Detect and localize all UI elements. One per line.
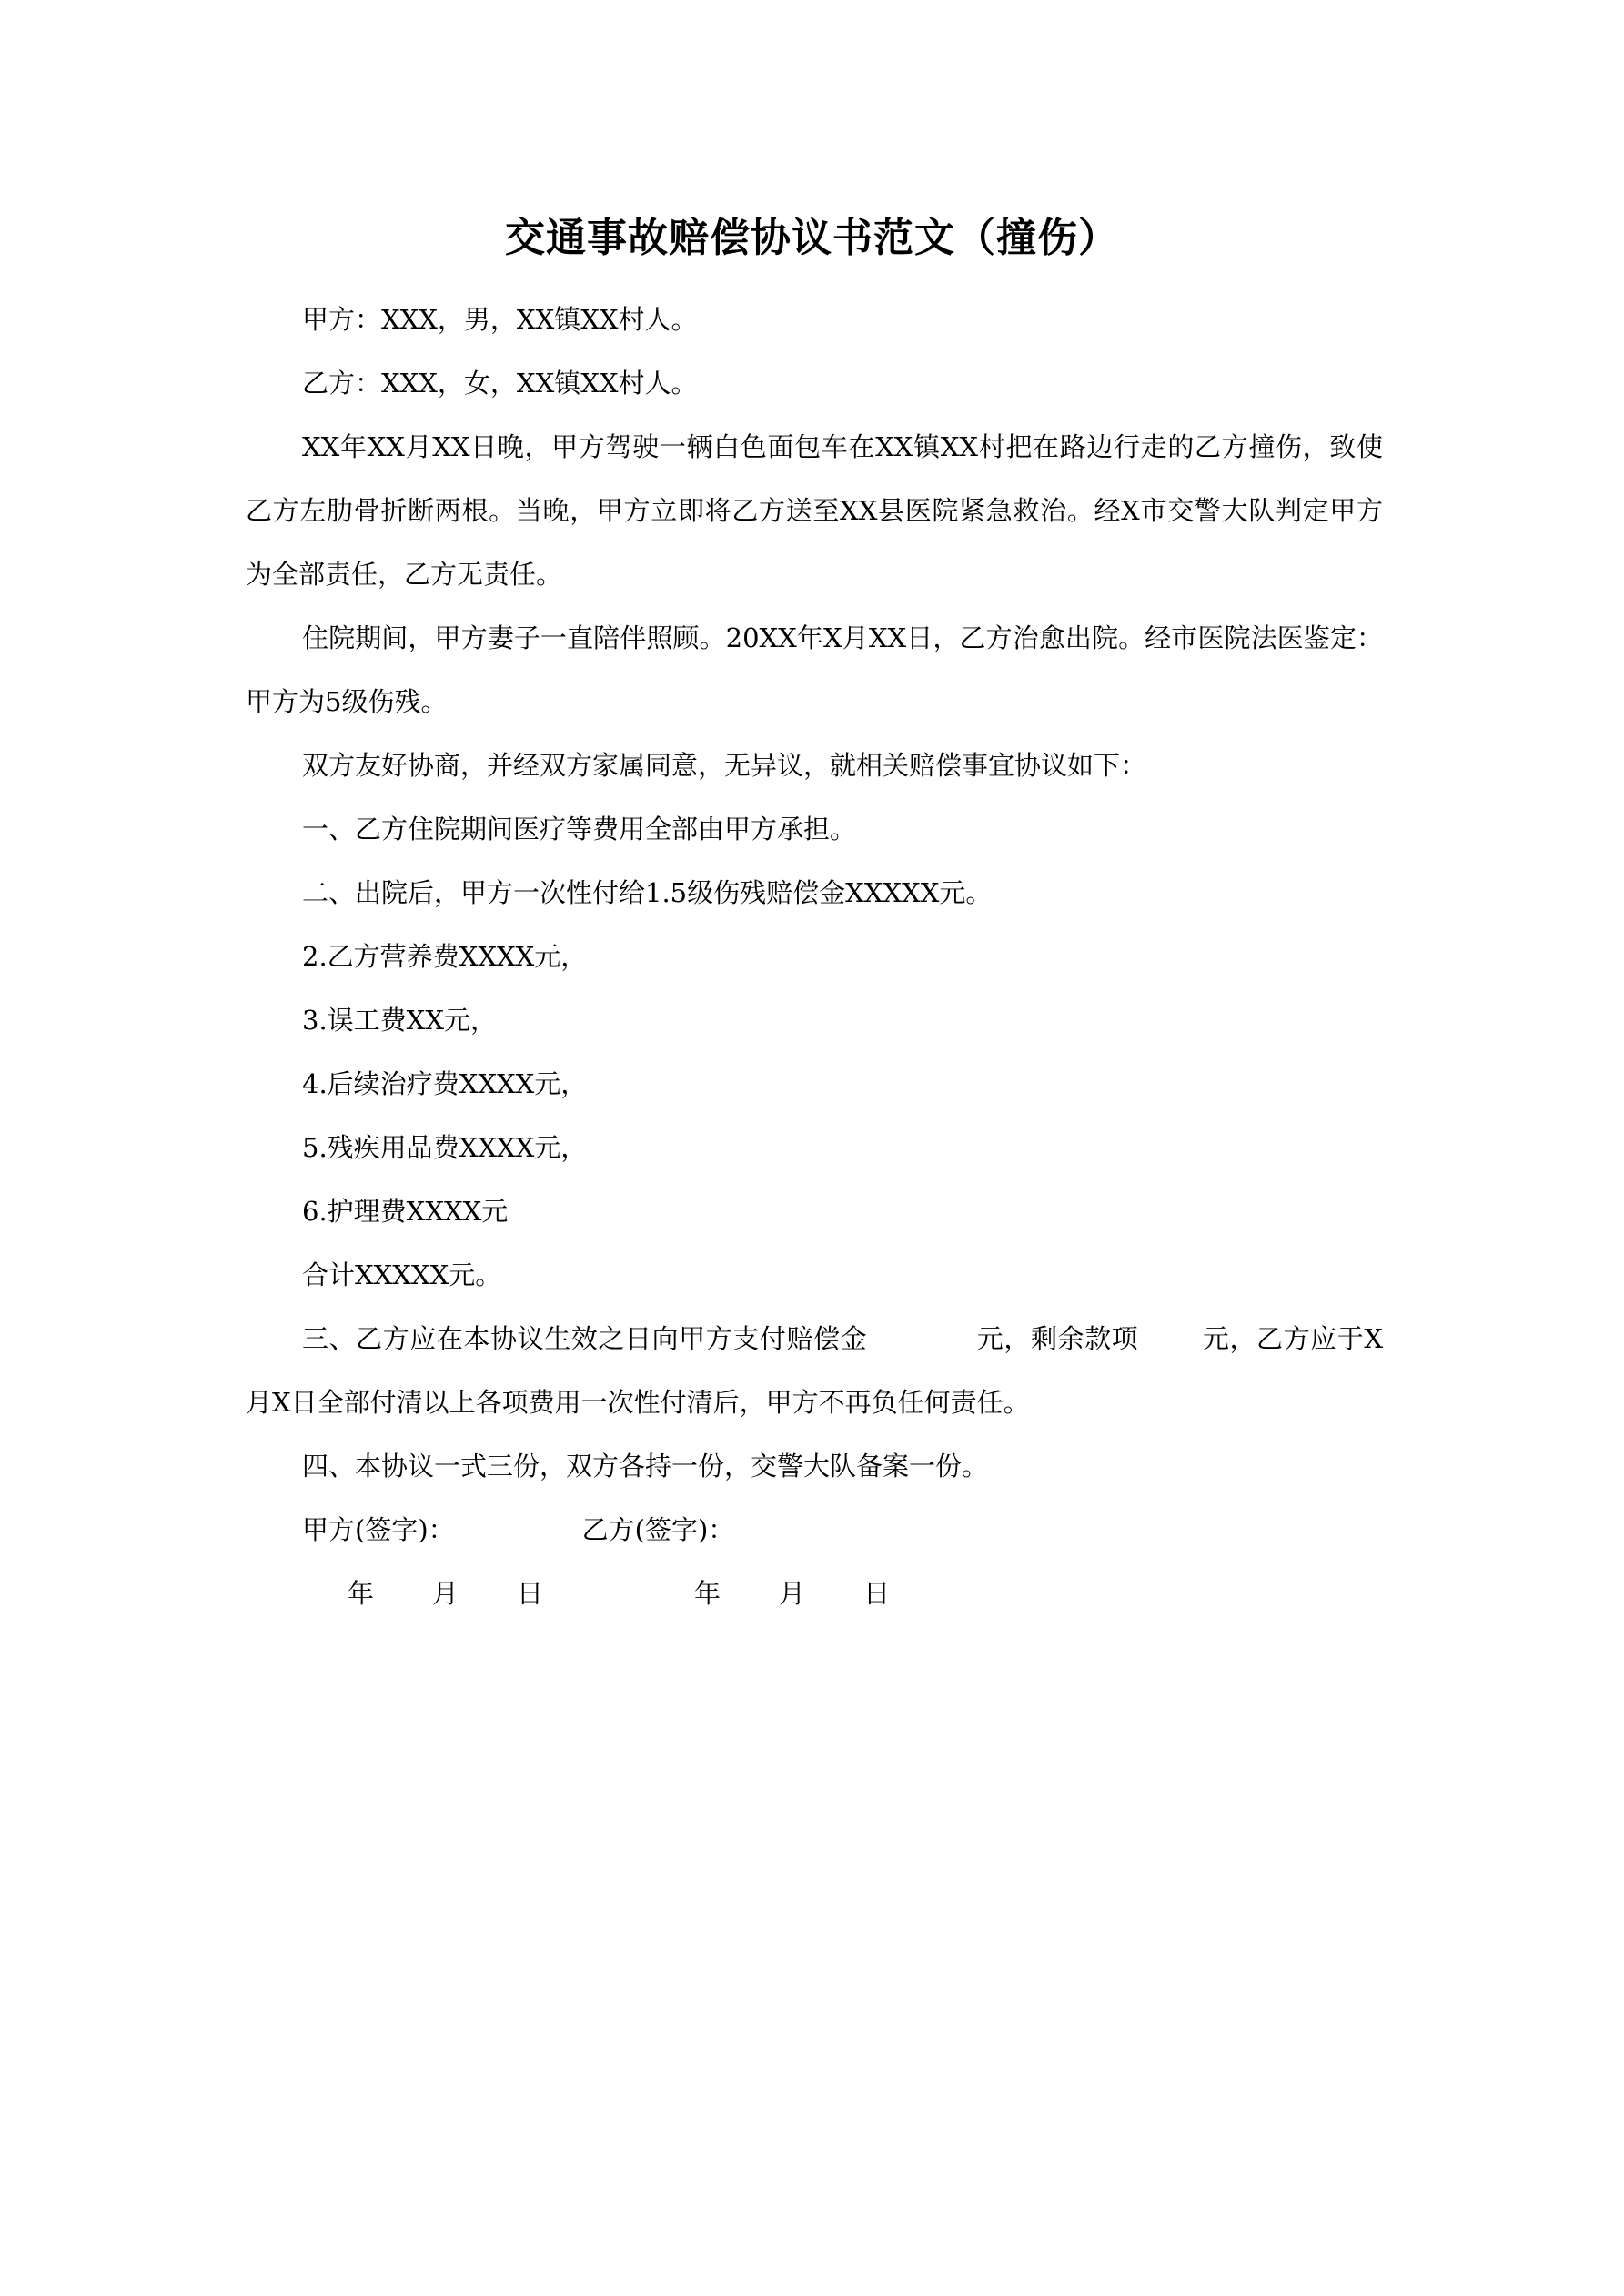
party-a-date-year: 年 [348,1578,375,1609]
clause-1: 一、乙方住院期间医疗等费用全部由甲方承担。 [302,814,857,845]
clause-3-part-3: 元，乙方应于X月X日全部付清以上各项费用一次性付清后，甲方不再负任何责任。 [246,1323,1383,1418]
negotiation-line: 双方友好协商，并经双方家属同意，无异议，就相关赔偿事宜协议如下： [302,750,1147,781]
party-a-signature-label: 甲方(签字)： [302,1514,455,1545]
total-line: 合计XXXXX元。 [302,1259,502,1290]
party-b-date-month: 月 [779,1578,806,1609]
clause-3-part-1: 三、乙方应在本协议生效之日向甲方支付赔偿金 [302,1323,868,1354]
document-title: 交通事故赔偿协议书范文（撞伤） [505,215,1119,261]
party-b-date-day: 日 [863,1578,891,1609]
party-a-date-month: 月 [432,1578,459,1609]
item-5-disability-aids: 5.残疾用品费XXXX元， [302,1132,588,1163]
party-b-line: 乙方：XXX，女，XX镇XX村人。 [302,368,698,399]
incident-paragraph: XX年XX月XX日晚，甲方驾驶一辆白色面包车在XX镇XX村把在路边行走的乙方撞伤，致使乙方左肋骨折断两根。当晚，甲方立即将乙方送至XX县医院紧急救治。经X市交警大队判定甲方为全部责任，乙方无责任。 [246,431,1383,590]
party-b-signature-label: 乙方(签字)： [581,1514,735,1545]
hospital-paragraph: 住院期间，甲方妻子一直陪伴照顾。20XX年X月XX日，乙方治愈出院。经市医院法医鉴定：甲方为5级伤残。 [246,622,1383,717]
clause-3-part-2: 元，剩余款项 [976,1323,1139,1354]
party-b-date-year: 年 [694,1578,721,1609]
document-body [246,288,1383,1625]
clause-2: 二、出院后，甲方一次性付给1.5级伤残赔偿金XXXXX元。 [302,877,993,908]
clause-4: 四、本协议一式三份，双方各持一份，交警大队备案一份。 [302,1451,989,1482]
item-2-nutrition-fee: 2.乙方营养费XXXX元， [302,941,588,972]
party-a-line: 甲方：XXX，男，XX镇XX村人。 [302,304,698,335]
signature-row [246,1498,1383,1562]
item-4-follow-up-treatment: 4.后续治疗费XXXX元， [302,1068,588,1099]
date-row [246,1562,1383,1625]
clause-3 [246,1307,1383,1434]
party-a-date-day: 日 [517,1578,544,1609]
item-3-lost-wages: 3.误工费XX元， [302,1005,497,1036]
item-6-nursing-fee: 6.护理费XXXX元 [302,1196,509,1227]
